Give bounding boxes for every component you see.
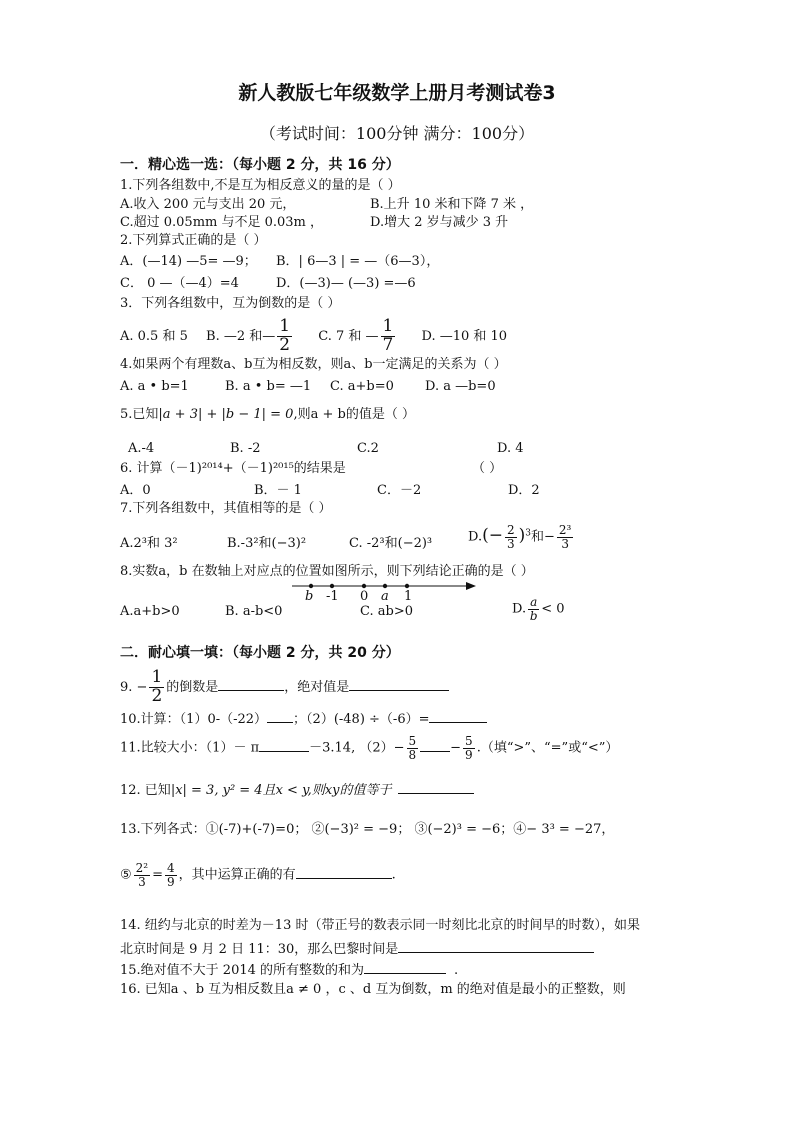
q6-option-a: A．0 <box>120 483 151 498</box>
q2-option-a: A．(—14) —5= —9； <box>120 254 257 269</box>
point-1 <box>405 584 409 588</box>
number-line-arrow-icon <box>466 582 476 590</box>
q3-c-num: 1 <box>382 316 394 336</box>
q7-option-b: B.-3²和(−3)² <box>227 536 307 551</box>
q3-option-c: C. 7 和 — $\frac{1}{7}$ <box>318 316 394 355</box>
axis-label-1: 1 <box>404 589 413 604</box>
q7-option-a: A.2³和 3² <box>120 536 178 551</box>
point-0 <box>362 584 366 588</box>
q16: 16. 已知a 、b 互为相反数且a ≠ 0 ，c 、d 互为倒数，m 的绝对值是最小的正整数，则 <box>120 982 626 997</box>
q15-answer-blank[interactable] <box>364 960 446 974</box>
q13-line2: ⑤ $\frac{\text{2²}}{3}$ = $\frac{4}{9}$ ，其中运算正确的有 . <box>120 861 396 889</box>
q8-option-b: B. a-b<0 <box>225 604 283 619</box>
q8-d-den: b <box>529 608 538 623</box>
q14-answer-blank[interactable] <box>398 939 594 953</box>
q1-option-c: C.超过 0.05mm 与不足 0.03m ， <box>120 215 324 230</box>
q1-option-d: D.增大 2 岁与减少 3 升 <box>370 215 509 230</box>
q3-option-a: A. 0.5 和 5 <box>120 328 188 344</box>
q6-option-d: D．2 <box>508 483 540 498</box>
q7-option-d: D.(− $\frac{2}{3}$ )$^3$和− $\frac{\text{2³}}{3}$ <box>468 523 572 551</box>
q7-stem: 7.下列各组数中，其值相等的是（ ） <box>120 501 332 516</box>
q11-d2: 9 <box>465 747 473 762</box>
section-1-heading: 一．精心选一选：（每小题 2 分，共 16 分） <box>120 157 400 173</box>
q4-option-a: A. a • b=1 <box>120 379 189 394</box>
q5-option-c: C.2 <box>357 441 379 456</box>
q13-n: 2² <box>135 861 149 875</box>
q11-n2: 5 <box>465 734 473 748</box>
q7-option-c: C. -2³和(−2)³ <box>349 536 433 551</box>
q4-option-b: B. a • b= —1 <box>225 379 312 394</box>
q13-d: 3 <box>138 874 146 889</box>
q3-c-den: 7 <box>382 334 394 355</box>
q11-answer-blank-2[interactable] <box>420 738 450 752</box>
q6-paren: （ ） <box>472 461 503 476</box>
q10: 10.计算：（1）0-（-22） ；（2）(-48) ÷（-6）= <box>120 709 487 728</box>
q9-num: 1 <box>151 667 163 687</box>
q5-equation: |a + 3| + |b − 1| = 0 <box>158 407 294 422</box>
q7-d-num2: 2³ <box>558 523 572 537</box>
q11: 11.比较大小：（1）－ π －3.14, （2）− $\frac{5}{8}$ − $\frac{5}{9}$ .（填“>”、“=”或“<”） <box>120 734 619 762</box>
axis-label-b: b <box>305 589 314 604</box>
q12-answer-blank[interactable] <box>398 780 474 794</box>
page-subtitle: （考试时间：100分钟 满分：100分） <box>259 124 535 143</box>
q15: 15.绝对值不大于 2014 的所有整数的和为 . <box>120 960 458 979</box>
page-title: 新人教版七年级数学上册月考测试卷3 <box>238 82 556 104</box>
q3-options <box>120 318 507 355</box>
q4-option-c: C. a+b=0 <box>330 379 394 394</box>
q14-line1: 14. 纽约与北京的时差为－13 时（带正号的数表示同一时刻比北京的时间早的时数），如果 <box>120 918 640 933</box>
q3-option-b: B. —2 和— $\frac{1}{2}$ <box>206 316 291 355</box>
q14-line2: 北京时间是 9 月 2 日 11：30，那么巴黎时间是 <box>120 939 594 958</box>
q6-option-b: B．－ 1 <box>254 483 302 498</box>
q8-stem: 8.实数a，b 在数轴上对应点的位置如图所示，则下列结论正确的是（ ） <box>120 564 534 579</box>
q3-option-d: D. —10 和 10 <box>421 328 508 344</box>
q8-option-c: C. ab>0 <box>360 604 413 619</box>
q2-stem: 2.下列算式正确的是（ ） <box>120 233 267 248</box>
q8-d-num: a <box>530 595 538 609</box>
point-minus-1 <box>330 584 334 588</box>
q12: 12. 已知|x| = 3, y² = 4且x < y,则xy的值等于 <box>120 780 474 799</box>
q13-line1: 13.下列各式：①(-7)+(-7)=0； ②(−3)² = −9； ③(−2)³ = −6；④− 3³ = −27， <box>120 822 615 837</box>
q5-option-a: A.-4 <box>128 441 155 456</box>
q6-stem: 6. 计算（－1)²⁰¹⁴+（－1)²⁰¹⁵的结果是 <box>120 461 346 476</box>
q10-answer-blank-2[interactable] <box>429 709 487 723</box>
q7-d-num1: 2 <box>506 523 515 537</box>
q1-stem: 1.下列各组数中,不是互为相反意义的量的是（ ） <box>120 178 401 193</box>
q5-option-d: D. 4 <box>497 441 524 456</box>
q8-option-a: A.a+b>0 <box>120 604 180 619</box>
q12-equation: |x| = 3, y² = 4且x < y,则xy的值等于 <box>170 783 392 798</box>
q13-n2: 4 <box>167 861 175 875</box>
q4-option-d: D. a —b=0 <box>425 379 496 394</box>
axis-label-0: 0 <box>360 589 369 604</box>
q4-stem: 4.如果两个有理数a、b互为相反数，则a、b一定满足的关系为（ ） <box>120 357 507 372</box>
q7-d-exp: 3 <box>525 528 531 539</box>
q10-answer-blank-1[interactable] <box>267 709 293 723</box>
q2-option-d: D．(—3)— (—3) =—6 <box>276 276 416 291</box>
q5-option-b: B. -2 <box>230 441 261 456</box>
q7-d-den1: 3 <box>506 536 515 551</box>
q2-option-b: B．| 6—3 | = —（6—3）， <box>276 254 440 269</box>
axis-label-a: a <box>381 589 389 604</box>
q2-option-c: C． 0 —（—4）=4 <box>120 276 239 291</box>
q9-answer-blank-1[interactable] <box>218 677 284 691</box>
q8-option-d: D. $\frac{a}{b}$ < 0 <box>512 595 565 623</box>
q11-n1: 5 <box>408 734 417 748</box>
q13-answer-blank[interactable] <box>296 865 392 879</box>
q5-stem: 5.已知|a + 3| + |b − 1| = 0,则a + b的值是（ ） <box>120 407 415 422</box>
q3-b-num: 1 <box>279 316 291 336</box>
q9: 9. − $\frac{1}{2}$ 的倒数是 ，绝对值是 <box>120 669 449 706</box>
q13-d2: 9 <box>167 874 175 889</box>
q3-b-den: 2 <box>279 334 291 355</box>
q3-stem: 3．下列各组数中，互为倒数的是（ ） <box>120 296 341 311</box>
section-2-heading: 二．耐心填一填：（每小题 2 分，共 20 分） <box>120 645 400 661</box>
q1-option-a: A.收入 200 元与支出 20 元， <box>120 197 296 212</box>
axis-label-minus-1: -1 <box>326 589 339 604</box>
q11-d1: 8 <box>408 747 417 762</box>
q9-den: 2 <box>151 685 163 706</box>
q9-answer-blank-2[interactable] <box>349 677 449 691</box>
q7-d-den2: 3 <box>561 536 569 551</box>
q6-option-c: C．－2 <box>377 483 422 498</box>
q11-answer-blank-1[interactable] <box>259 738 309 752</box>
q1-option-b: B.上升 10 米和下降 7 米 ， <box>370 197 534 212</box>
point-a <box>383 584 387 588</box>
point-b <box>309 584 313 588</box>
